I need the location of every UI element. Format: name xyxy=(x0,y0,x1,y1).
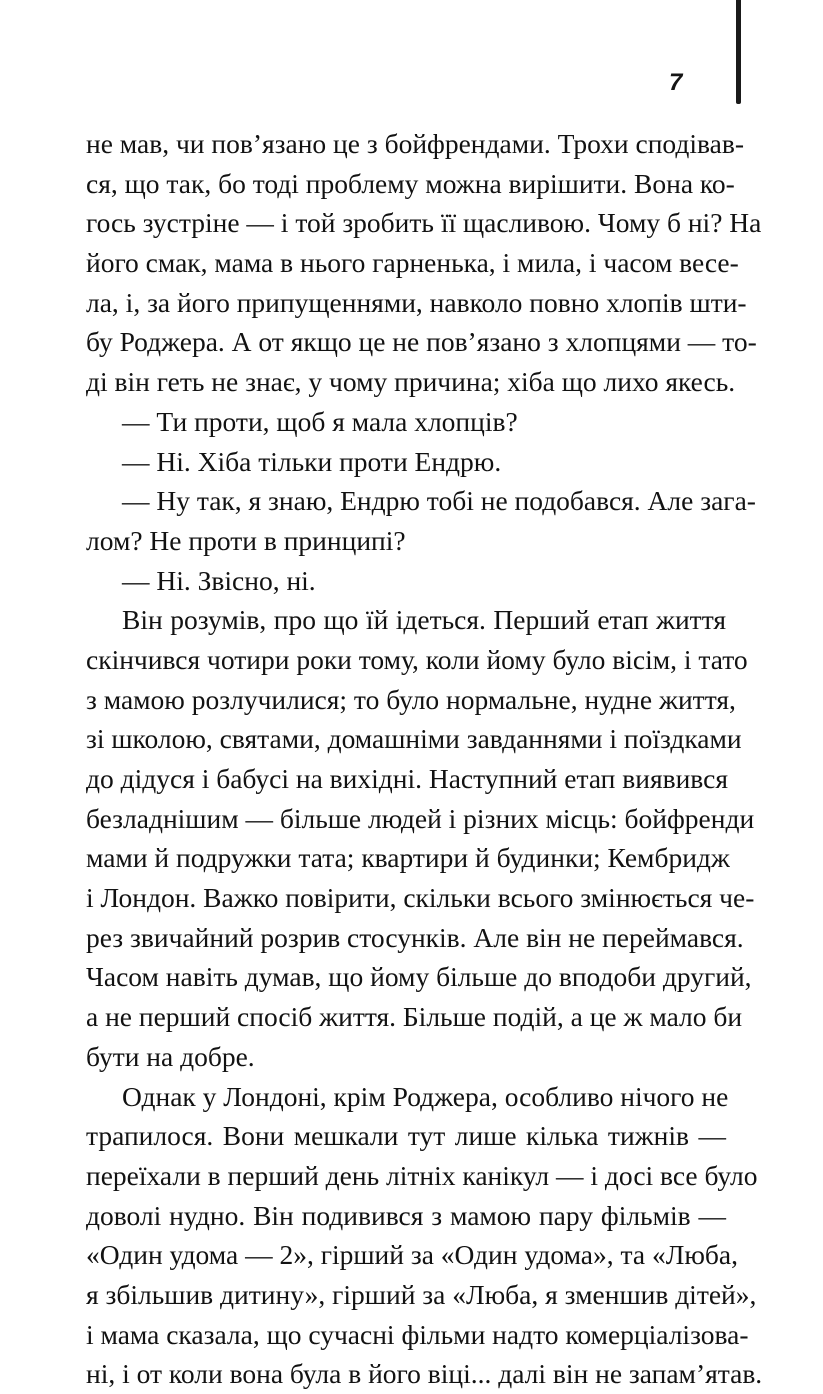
text-line: — Ні. Хіба тільки проти Ендрю. xyxy=(122,445,502,477)
text-line: бути на добре. xyxy=(86,1040,255,1072)
text-line: не мав, чи пов’язано це з бойфрендами. Трохи сподівав- xyxy=(86,128,744,159)
page-edge-mark xyxy=(736,0,741,104)
text-line: доволі нудно. Він подивився з мамою пару фільмів — xyxy=(86,1199,726,1231)
text-line: і Лондон. Важко повірити, скільки всього змінюється че- xyxy=(86,882,755,914)
text-line: «Один удома — 2», гірший за «Один удома», та «Люба, xyxy=(86,1239,738,1271)
body-text xyxy=(86,124,763,1394)
text-line: — Ти проти, щоб я мала хлопців? xyxy=(122,405,518,437)
text-line: трапилося. Вони мешкали тут лише кілька тижнів — xyxy=(86,1120,726,1152)
text-line: Він розумів, про що їй ідеться. Перший етап життя xyxy=(122,604,726,636)
text-line: бу Роджера. А от якщо це не пов’язано з хлопцями — то- xyxy=(86,326,757,358)
text-line: Часом навіть думав, що йому більше до вподоби другий, xyxy=(86,961,752,993)
text-line: Однак у Лондоні, крім Роджера, особливо нічого не xyxy=(122,1080,729,1112)
text-line: і мама сказала, що сучасні фільми надто комерціалізова- xyxy=(86,1318,749,1350)
text-line: безладнішим — більше людей і різних місць: бойфренди xyxy=(86,802,755,834)
text-line: ні, і от коли вона була в його віці... далі він не запам’ятав. xyxy=(86,1358,763,1390)
text-line: ся, що так, бо тоді проблему можна вирішити. Вона ко- xyxy=(86,167,735,199)
text-line: лом? Не проти в принципі? xyxy=(86,524,406,556)
text-line: гось зустріне — і той зробить її щасливою. Чому б ні? На xyxy=(86,207,762,239)
page-number: 7 xyxy=(669,69,683,96)
text-line: його смак, мама в нього гарненька, і мила, і часом весе- xyxy=(86,247,739,279)
text-line: з мамою розлучилися; то було нормальне, нудне життя, xyxy=(86,683,736,715)
text-line: я збільшив дитину», гірший за «Люба, я зменшив дітей», xyxy=(86,1278,757,1310)
text-line: ла, і, за його припущеннями, навколо повно хлопів шти- xyxy=(86,286,747,318)
text-line: переїхали в перший день літніх канікул — і досі все було xyxy=(86,1159,758,1191)
text-line: скінчився чотири роки тому, коли йому було вісім, і тато xyxy=(86,643,748,675)
text-line: — Ні. Звісно, ні. xyxy=(122,564,316,596)
text-line: — Ну так, я знаю, Ендрю тобі не подобався. Але зага- xyxy=(122,485,756,517)
text-line: а не перший спосіб життя. Більше подій, а це ж мало би xyxy=(86,1001,743,1033)
text-line: ді він геть не знає, у чому причина; хіба що лихо якесь. xyxy=(86,366,736,398)
text-line: рез звичайний розрив стосунків. Але він не переймався. xyxy=(86,921,744,953)
text-line: мами й подружки тата; квартири й будинки; Кембридж xyxy=(86,842,730,874)
text-line: до дідуся і бабусі на вихідні. Наступний етап виявився xyxy=(86,763,728,794)
text-line: зі школою, святами, домашніми завданнями і поїздками xyxy=(86,723,742,755)
